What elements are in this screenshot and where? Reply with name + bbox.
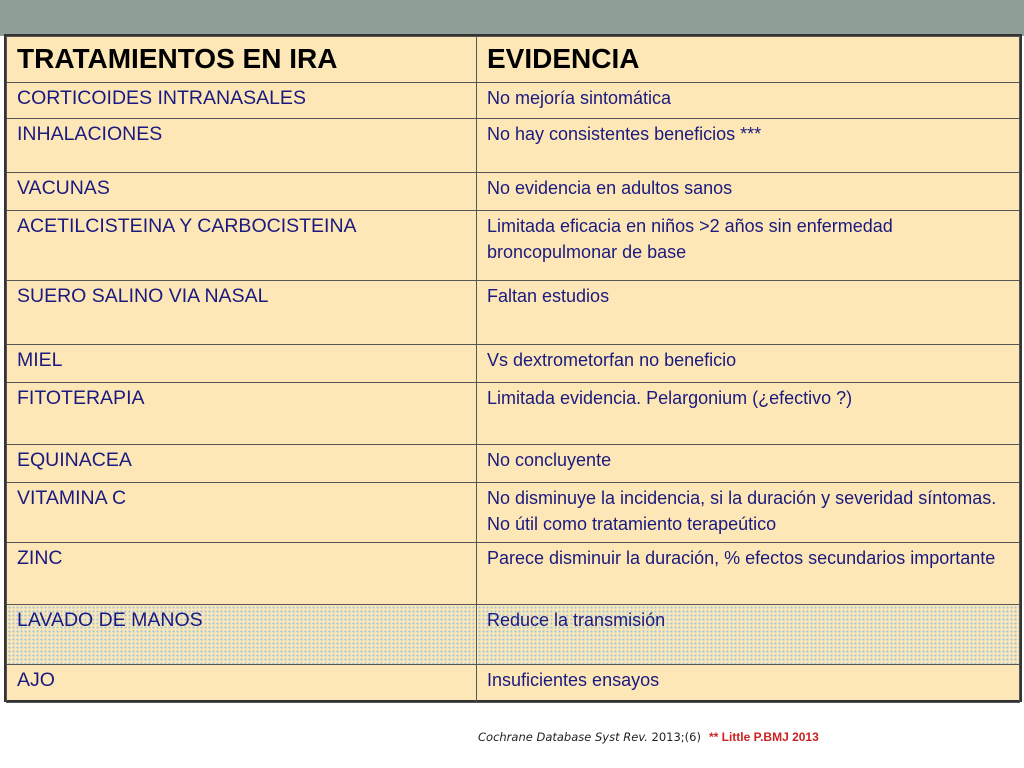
citation-footer	[478, 730, 819, 744]
journal-name: Cochrane Database Syst Rev.	[478, 730, 648, 744]
evidence-cell: No mejoría sintomática	[477, 83, 1020, 119]
header-treatments: TRATAMIENTOS EN IRA	[7, 37, 477, 83]
treatment-cell: AJO	[7, 665, 477, 703]
table-header-row	[7, 37, 1020, 83]
evidence-cell: No hay consistentes beneficios ***	[477, 119, 1020, 173]
treatment-cell: ZINC	[7, 543, 477, 605]
table-row	[7, 345, 1020, 383]
treatment-cell: SUERO SALINO VIA NASAL	[7, 281, 477, 345]
treatment-cell: INHALACIONES	[7, 119, 477, 173]
treatment-cell: MIEL	[7, 345, 477, 383]
table-row	[7, 281, 1020, 345]
evidence-cell: Parece disminuir la duración, % efectos secundarios importante	[477, 543, 1020, 605]
table-row	[7, 605, 1020, 665]
table-row	[7, 445, 1020, 483]
journal-issue: 2013;(6)	[651, 730, 701, 744]
treatments-table	[6, 36, 1020, 703]
evidence-cell: No evidencia en adultos sanos	[477, 173, 1020, 211]
cochrane-citation	[478, 730, 701, 744]
evidence-cell: No disminuye la incidencia, si la duración y severidad síntomas. No útil como tratamiento terapeútico	[477, 483, 1020, 543]
treatment-cell: EQUINACEA	[7, 445, 477, 483]
header-evidence: EVIDENCIA	[477, 37, 1020, 83]
table-row	[7, 383, 1020, 445]
treatment-cell: VITAMINA C	[7, 483, 477, 543]
table-row	[7, 119, 1020, 173]
table-row	[7, 665, 1020, 703]
table-row	[7, 483, 1020, 543]
evidence-cell: Vs dextrometorfan no beneficio	[477, 345, 1020, 383]
table-row	[7, 211, 1020, 281]
treatment-cell: ACETILCISTEINA Y CARBOCISTEINA	[7, 211, 477, 281]
top-bar	[0, 0, 1024, 36]
treatment-cell: VACUNAS	[7, 173, 477, 211]
table-row	[7, 543, 1020, 605]
treatment-cell: FITOTERAPIA	[7, 383, 477, 445]
evidence-cell: No concluyente	[477, 445, 1020, 483]
evidence-cell: Insuficientes ensayos	[477, 665, 1020, 703]
evidence-cell: Limitada eficacia en niños >2 años sin enfermedad broncopulmonar de base	[477, 211, 1020, 281]
table-row	[7, 83, 1020, 119]
table-row	[7, 173, 1020, 211]
evidence-cell: Limitada evidencia. Pelargonium (¿efectivo ?)	[477, 383, 1020, 445]
little-citation: ** Little P.BMJ 2013	[708, 730, 819, 744]
treatment-cell: CORTICOIDES INTRANASALES	[7, 83, 477, 119]
treatments-table-container	[4, 34, 1022, 702]
evidence-cell: Faltan estudios	[477, 281, 1020, 345]
evidence-cell: Reduce la transmisión	[477, 605, 1020, 665]
treatment-cell: LAVADO DE MANOS	[7, 605, 477, 665]
